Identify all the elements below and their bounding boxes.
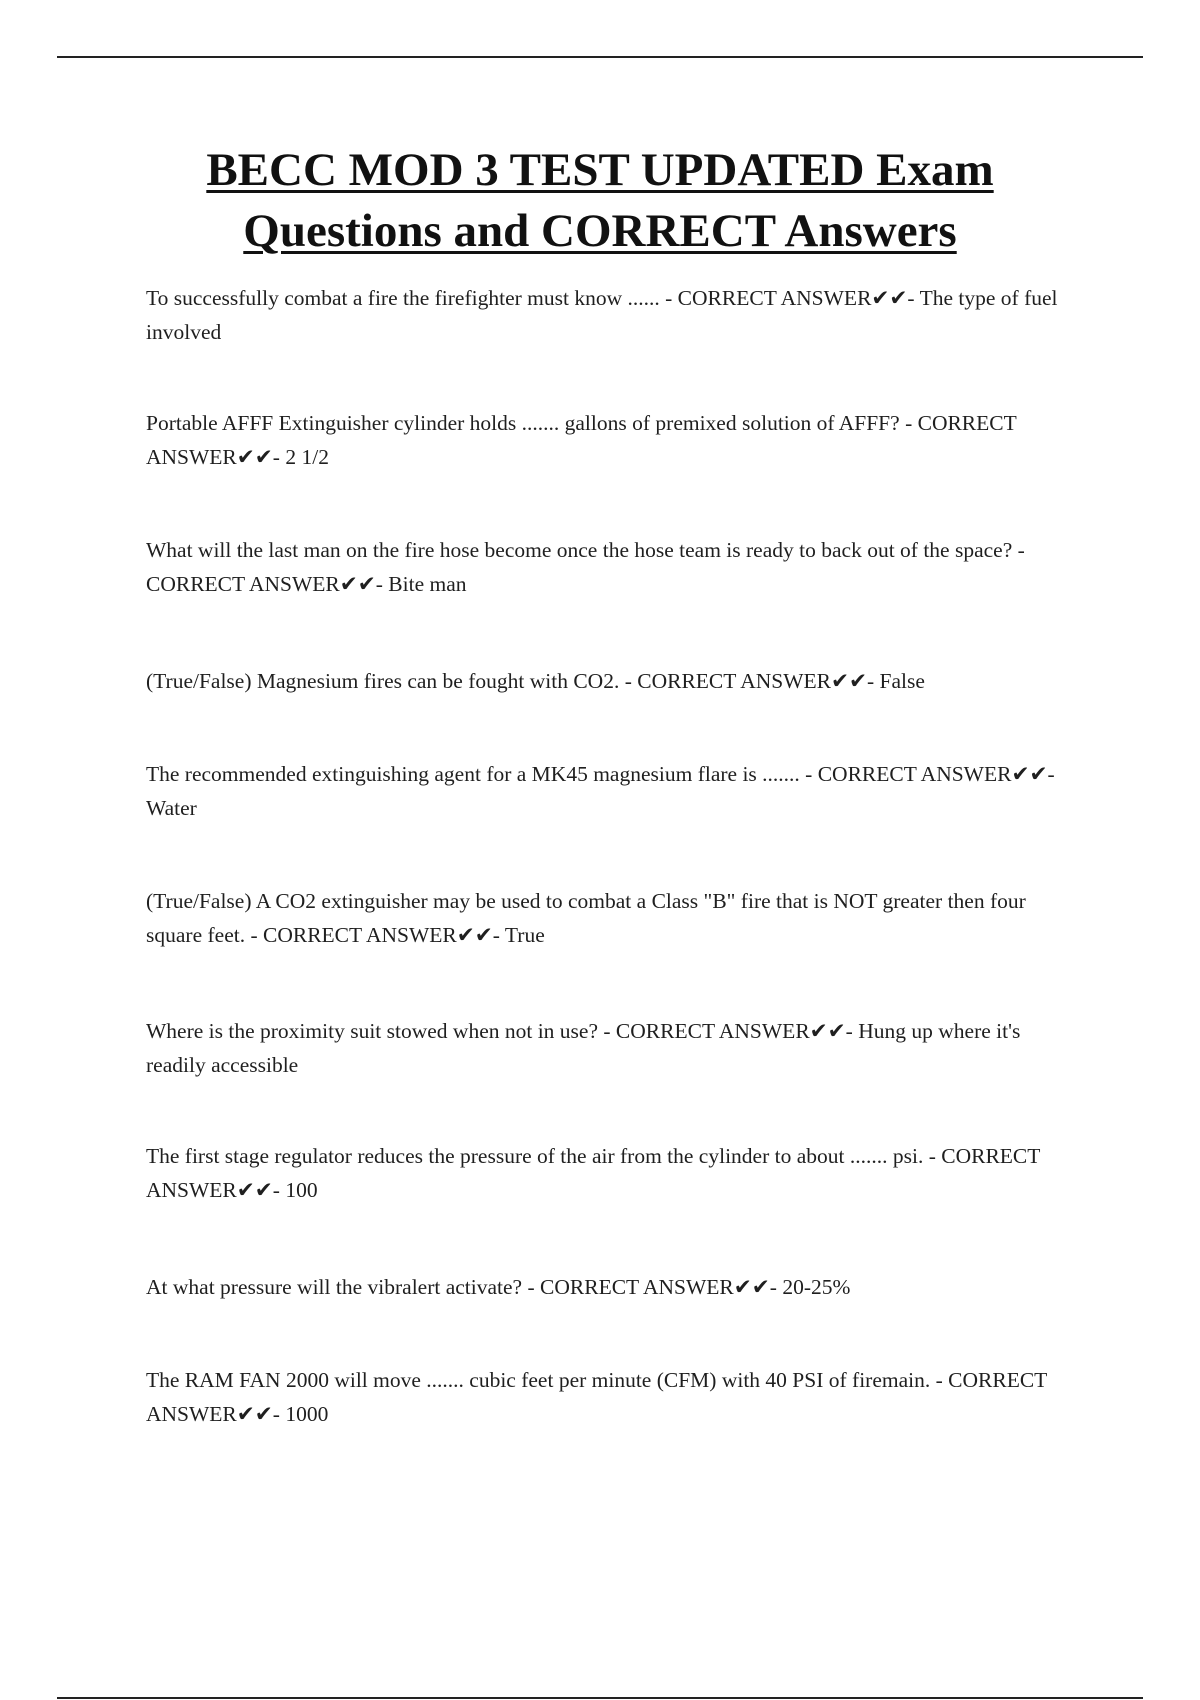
qa-item xyxy=(146,281,1066,349)
answer-text: Water xyxy=(146,796,197,820)
answer-text: 20-25% xyxy=(782,1275,851,1299)
qa-item xyxy=(146,1363,1066,1431)
qa-item xyxy=(146,664,1066,698)
question-text: (True/False) A CO2 extinguisher may be used to combat a Class "B" fire that is NOT greater then four square feet. xyxy=(146,889,1026,947)
answer-text: Hung up where it's readily accessible xyxy=(146,1019,1021,1077)
question-text: To successfully combat a fire the firefighter must know ...... xyxy=(146,286,660,310)
correct-answer-marker: - CORRECT ANSWER✔✔- xyxy=(598,1019,859,1043)
qa-item xyxy=(146,1270,1066,1304)
question-text: (True/False) Magnesium fires can be fought with CO2. xyxy=(146,669,620,693)
correct-answer-marker: - CORRECT ANSWER✔✔- xyxy=(619,669,880,693)
question-text: The recommended extinguishing agent for a MK45 magnesium flare is ....... xyxy=(146,762,800,786)
correct-answer-marker: - CORRECT ANSWER✔✔- xyxy=(146,1368,1047,1426)
answer-text: 100 xyxy=(285,1178,318,1202)
correct-answer-marker: - CORRECT ANSWER✔✔- xyxy=(146,538,1025,596)
correct-answer-marker: - CORRECT ANSWER✔✔- xyxy=(245,923,505,947)
qa-item xyxy=(146,884,1066,952)
correct-answer-marker: - CORRECT ANSWER✔✔- xyxy=(659,286,920,310)
answer-text: 2 1/2 xyxy=(285,445,329,469)
qa-item xyxy=(146,1014,1066,1082)
title-line-2: Questions and CORRECT Answers xyxy=(243,205,957,257)
qa-item xyxy=(146,406,1066,474)
question-text: The first stage regulator reduces the pressure of the air from the cylinder to about ....... psi. xyxy=(146,1144,924,1168)
title-line-1: BECC MOD 3 TEST UPDATED Exam xyxy=(206,144,994,196)
correct-answer-marker: - CORRECT ANSWER✔✔- xyxy=(799,762,1055,786)
answer-text: Bite man xyxy=(388,572,467,596)
correct-answer-marker: - CORRECT ANSWER✔✔- xyxy=(522,1275,783,1299)
question-text: What will the last man on the fire hose become once the hose team is ready to back out of the space? xyxy=(146,538,1013,562)
answer-text: 1000 xyxy=(285,1402,329,1426)
qa-item xyxy=(146,1139,1066,1207)
question-text: Portable AFFF Extinguisher cylinder holds ....... gallons of premixed solution of AFFF? xyxy=(146,411,900,435)
answer-text: The type of fuel involved xyxy=(146,286,1058,344)
question-text: Where is the proximity suit stowed when not in use? xyxy=(146,1019,599,1043)
qa-item xyxy=(146,533,1066,601)
question-text: At what pressure will the vibralert activate? xyxy=(146,1275,523,1299)
answer-text: True xyxy=(504,923,545,947)
bottom-rule xyxy=(57,1697,1143,1699)
correct-answer-marker: - CORRECT ANSWER✔✔- xyxy=(146,1144,1041,1202)
correct-answer-marker: - CORRECT ANSWER✔✔- xyxy=(146,411,1017,469)
qa-item xyxy=(146,757,1066,825)
answer-text: False xyxy=(879,669,925,693)
question-text: The RAM FAN 2000 will move ....... cubic feet per minute (CFM) with 40 PSI of firemain. xyxy=(146,1368,931,1392)
